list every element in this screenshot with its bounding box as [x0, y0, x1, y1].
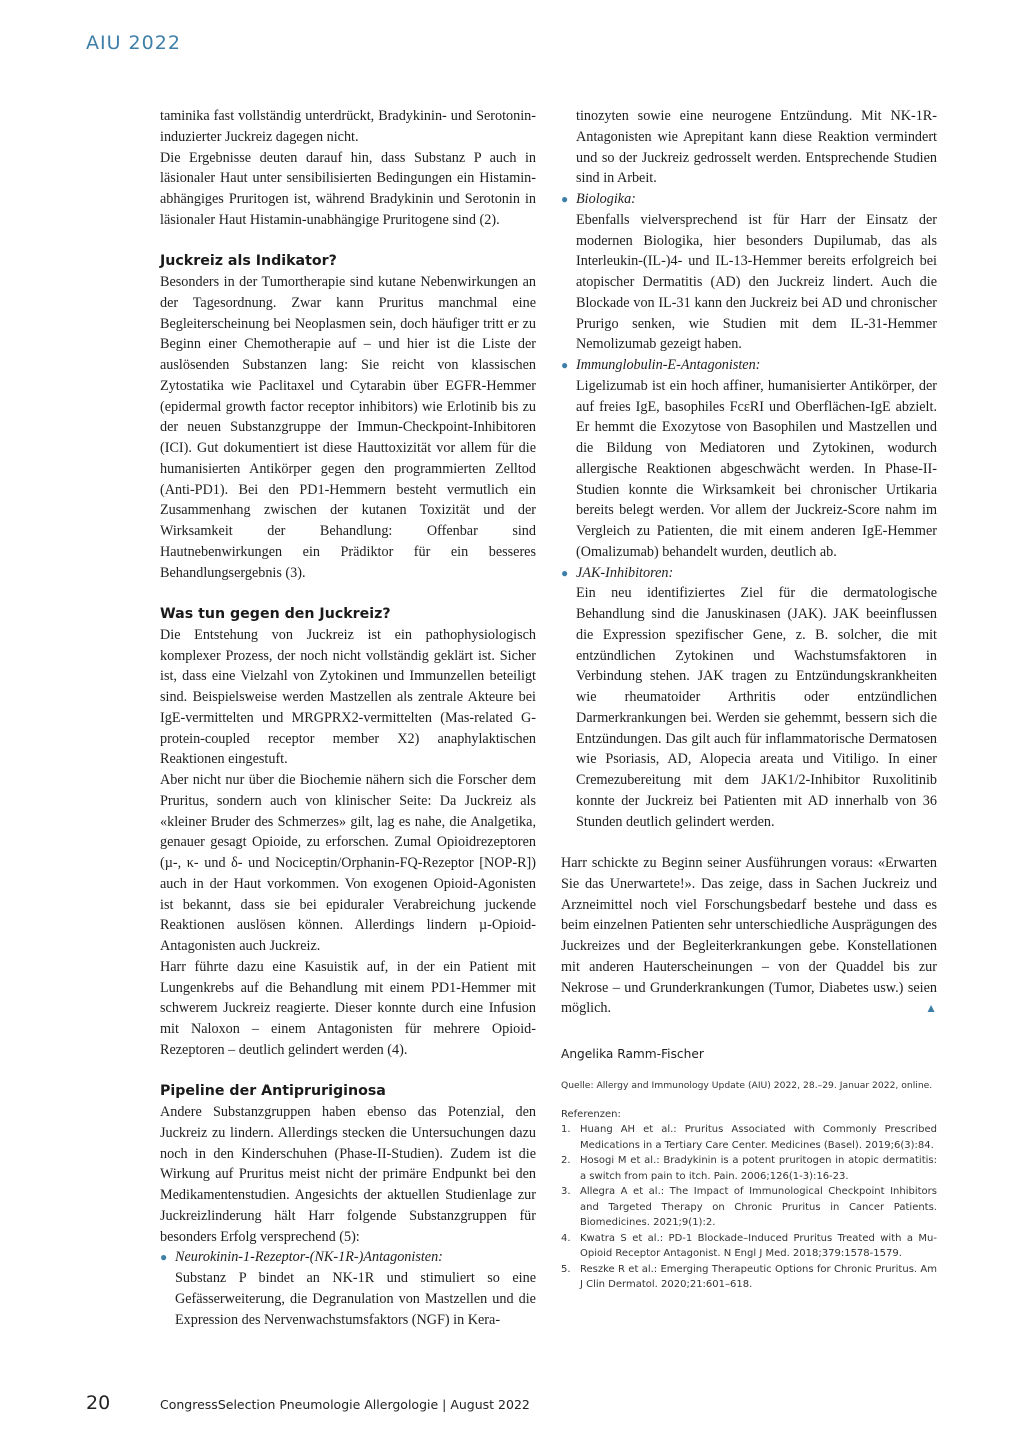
paragraph: Andere Substanzgruppen haben ebenso das Potenzial, den Juckreiz zu lindern. Allerdings stecken die Untersuchungen dazu noch in den Kinderschuhen (Phase-II-Studien). Zudem ist die Wirkung auf Pruritus meist nicht der primäre Endpunkt bei den Medikamentenstudien. Angesichts der aktuellen Studienlage zur Juckreizlinderung hält Harr folgende Substanzgruppen für besonders Erfolg versprechend (5):	[160, 1104, 536, 1245]
reference-item: 2. Hosogi M et al.: Bradykinin is a potent pruritogen in atopic dermatitis: a switch from pain to itch. Pain. 2006;126(1-3):16-23.	[561, 1155, 937, 1182]
paragraph: Die Ergebnisse deuten darauf hin, dass Substanz P auch in läsionaler Haut unter sensibilisierten Bedingungen ein Histamin-abhängiges Pruritogen ist, während Bradykinin und Serotonin in läsionaler Haut Histamin-unabhängige Pruritogene sind (2).	[160, 149, 536, 228]
paragraph: Besonders in der Tumortherapie sind kutane Nebenwirkungen an der Tagesordnung. Zwar kann Pruritus manchmal eine Begleiterscheinung bei Neoplasmen sein, doch häufiger tritt er zu Beginn einer Chemotherapie auf – und hier ist die Liste der auslösenden Substanzen lang: Sie reicht von klassischen Zytostatika wie Paclitaxel und Cytarabin über EGFR-Hemmer (epidermal growth factor receptor inhibitors) wie Erlotinib bis zu der neuen Substanzgruppe der Immun-Checkpoint-Inhibitoren (ICI). Gut dokumentiert ist diese Hauttoxizität vor allem für die humanisierten Antikörper gegen den programmierten Zelltod (Anti-PD1). Bei den PD1-Hemmern besteht vermutlich ein Zusammenhang zwischen der kutanen Toxizität und der Wirksamkeit der Behandlung: Offenbar sind Hautnebenwirkungen ein Prädiktor für ein besseres Behandlungsergebnis (3).	[160, 274, 536, 581]
bullet-title: Biologika:	[576, 191, 636, 207]
page-footer	[86, 1392, 946, 1419]
paragraph: Harr führte dazu eine Kasuistik auf, in der ein Patient mit Lungenkrebs auf die Behandlung mit einem PD1-Hemmer mit schwerem Juckreiz reagierte. Dieser konnte durch eine Infusion mit Naloxon – einem Antagonisten für mehrere Opioid-Rezeptoren – deutlich gelindert werden (4).	[160, 958, 536, 1058]
reference-item: 1. Huang AH et al.: Pruritus Associated with Commonly Prescribed Medications in a Tertiary Care Center. Medicines (Basel). 2019;6(3):84.	[561, 1124, 937, 1151]
bullet-text: Ligelizumab ist ein hoch affiner, humanisierter Antikörper, der auf freies IgE, basophiles FcεRI und Oberflächen-IgE abzielt. Er hemmt die Exozytose von Basophilen und Mastzellen und die Bildung von Mediatoren und Zytokinen, wodurch allergische Reaktionen abgeschwächt werden. In Phase-II-Studien konnte die Wirksamkeit bei chronischer Urtikaria bereits belegt werden. Vor allem der Juckreiz-Score nahm im Vergleich zu Patienten, die mit einem anderen IgE-Hemmer (Omalizumab) behandelt wurden, deutlich ab.	[576, 377, 937, 560]
bullet-text: Substanz P bindet an NK-1R und stimuliert so eine Gefässerweiterung, die Degranulation von Mastzellen und die Expression des Nervenwachstumsfaktors (NGF) in Kera-	[175, 1270, 536, 1328]
bullet-dot-icon: ●	[561, 565, 569, 580]
bullet-text: Ebenfalls vielversprechend ist für Harr der Einsatz der modernen Biologika, hier besonders Dupilumab, das als Interleukin-(IL-)4- und IL-13-Hemmer bereits erfolgreich bei atopischer Dermatitis (AD) den Juckreiz lindert. Auch die Blockade von IL-31 kann den Juckreiz bei AD und chronischer Prurigo senken, wie Studien mit dem IL-31-Hemmer Nemolizumab gezeigt haben.	[576, 211, 937, 353]
running-header: AIU 2022	[86, 32, 181, 54]
bullet-title: Immunglobulin-E-Antagonisten:	[576, 357, 761, 373]
bullet-item	[160, 1247, 536, 1330]
reference-item: 3. Allegra A et al.: The Impact of Immunological Checkpoint Inhibitors and Targeted Therapy on Chronic Pruritus in Cancer Patients. Biomedicines. 2021;9(1):2.	[561, 1186, 937, 1228]
journal-name: CongressSelection Pneumologie Allergologie | August 2022	[160, 1397, 530, 1412]
reference-item: 4. Kwatra S et al.: PD-1 Blockade–Induced Pruritus Treated with a Mu-Opioid Receptor Antagonist. N Engl J Med. 2018;379:1578-1579.	[561, 1232, 937, 1259]
bullet-item	[561, 355, 937, 563]
end-triangle-icon: ▲	[925, 1001, 937, 1016]
page-number: 20	[86, 1392, 111, 1414]
section-heading: Pipeline der Antipruriginosa	[160, 1083, 386, 1100]
paragraph: Die Entstehung von Juckreiz ist ein pathophysiologisch komplexer Prozess, der noch nicht vollständig geklärt ist. Sicher ist, dass eine Vielzahl von Zytokinen und Immunzellen beteiligt sind. Beispielsweise werden Mastzellen als zentrale Akteure bei IgE-vermittelten und MRGPRX2-vermittelten (Mas-related G-protein-coupled receptor member X2) anaphylaktischen Reaktionen eingestuft.	[160, 626, 536, 768]
closing-text: Harr schickte zu Beginn seiner Ausführungen voraus: «Erwarten Sie das Unerwartete!». Das zeige, dass in Sachen Juckreiz und Arzneimittel noch viel Forschungsbedarf bestehe und dass es beim einzelnen Patienten sehr unterschiedliche Ausprägungen des Juckreizes und der Begleiterkrankungen gebe. Konstellationen mit anderen Hauterscheinungen – von der Quaddel bis zur Nekrose – und Grunderkrankungen (Tumor, Diabetes usw.) seien möglich.	[561, 855, 937, 1017]
author-name: Angelika Ramm-Fischer	[561, 1046, 704, 1061]
bullet-text: tinozyten sowie eine neurogene Entzündung. Mit NK-1R-Antagonisten wie Aprepitant kann diese Reaktion vermindert und so der Juckreiz gedrosselt werden. Entsprechende Studien sind in Arbeit.	[576, 108, 937, 187]
bullet-title: JAK-Inhibitoren:	[576, 564, 674, 581]
bullet-item	[561, 563, 937, 833]
closing-paragraph	[561, 853, 937, 1019]
source-note: Quelle: Allergy and Immunology Update (AIU) 2022, 28.–29. Januar 2022, online.	[561, 1079, 933, 1091]
bullet-text: Ein neu identifiziertes Ziel für die dermatologische Behandlung sind die Januskinasen (JAK). JAK beeinflussen die Expression spezifischer Gene, z. B. solcher, die mit entzündlichen Zytokinen und Wachstumsfaktoren in Verbindung stehen. JAK tragen zu Entzündungskrankheiten wie rheumatoider Arthritis oder entzündlichen Darmerkrankungen bei. Werden sie gehemmt, bessern sich die Entzündungen. Das gilt auch für inflammatorische Dermatosen wie Psoriasis, AD, Alopecia areata und Vitiligo. In einer Cremezubereitung mit dem JAK1/2-Inhibitor Ruxolitinib konnte der Juckreiz bei Patienten mit AD innerhalb von 36 Stunden deutlich gelindert werden.	[576, 585, 937, 830]
bullet-title: Neurokinin-1-Rezeptor-(NK-1R-)Antagonisten:	[175, 1249, 443, 1266]
paragraph: Aber nicht nur über die Biochemie nähern sich die Forscher dem Pruritus, sondern auch von klinischer Seite: Da Juckreiz als «kleiner Bruder des Schmerzes» gilt, lag es nahe, die Analgetika, genauer gesagt Opioide, zu erforschen. Zumal Opioidrezeptoren (µ-, κ- und δ- und Nociceptin/Orphanin-FQ-Rezeptor [NOP-R]) auch in der Haut vorkommen. Von exogenen Opioid-Agonisten ist bekannt, dass sie bei epiduraler Verabreichung juckende Reaktionen auslösen können. Allerdings lindern µ-Opioid-Antagonisten auch Juckreiz.	[160, 772, 536, 954]
bullet-item	[561, 189, 937, 355]
bullet-continuation	[561, 106, 937, 189]
bullet-dot-icon: ●	[160, 1250, 168, 1265]
bullet-dot-icon: ●	[561, 192, 569, 206]
bullet-dot-icon: ●	[561, 358, 569, 372]
section-heading: Juckreiz als Indikator?	[160, 253, 337, 270]
left-column	[160, 106, 536, 1330]
references-heading: Referenzen:	[561, 1108, 621, 1120]
references-list	[561, 1122, 937, 1293]
reference-item: 5. Reszke R et al.: Emerging Therapeutic Options for Chronic Pruritus. Am J Clin Dermatol. 2020;21:601–618.	[561, 1263, 937, 1290]
right-column	[561, 106, 937, 1293]
paragraph: taminika fast vollständig unterdrückt, Bradykinin- und Serotonin-induzierter Juckreiz dagegen nicht.	[160, 108, 536, 145]
section-heading: Was tun gegen den Juckreiz?	[160, 606, 391, 622]
